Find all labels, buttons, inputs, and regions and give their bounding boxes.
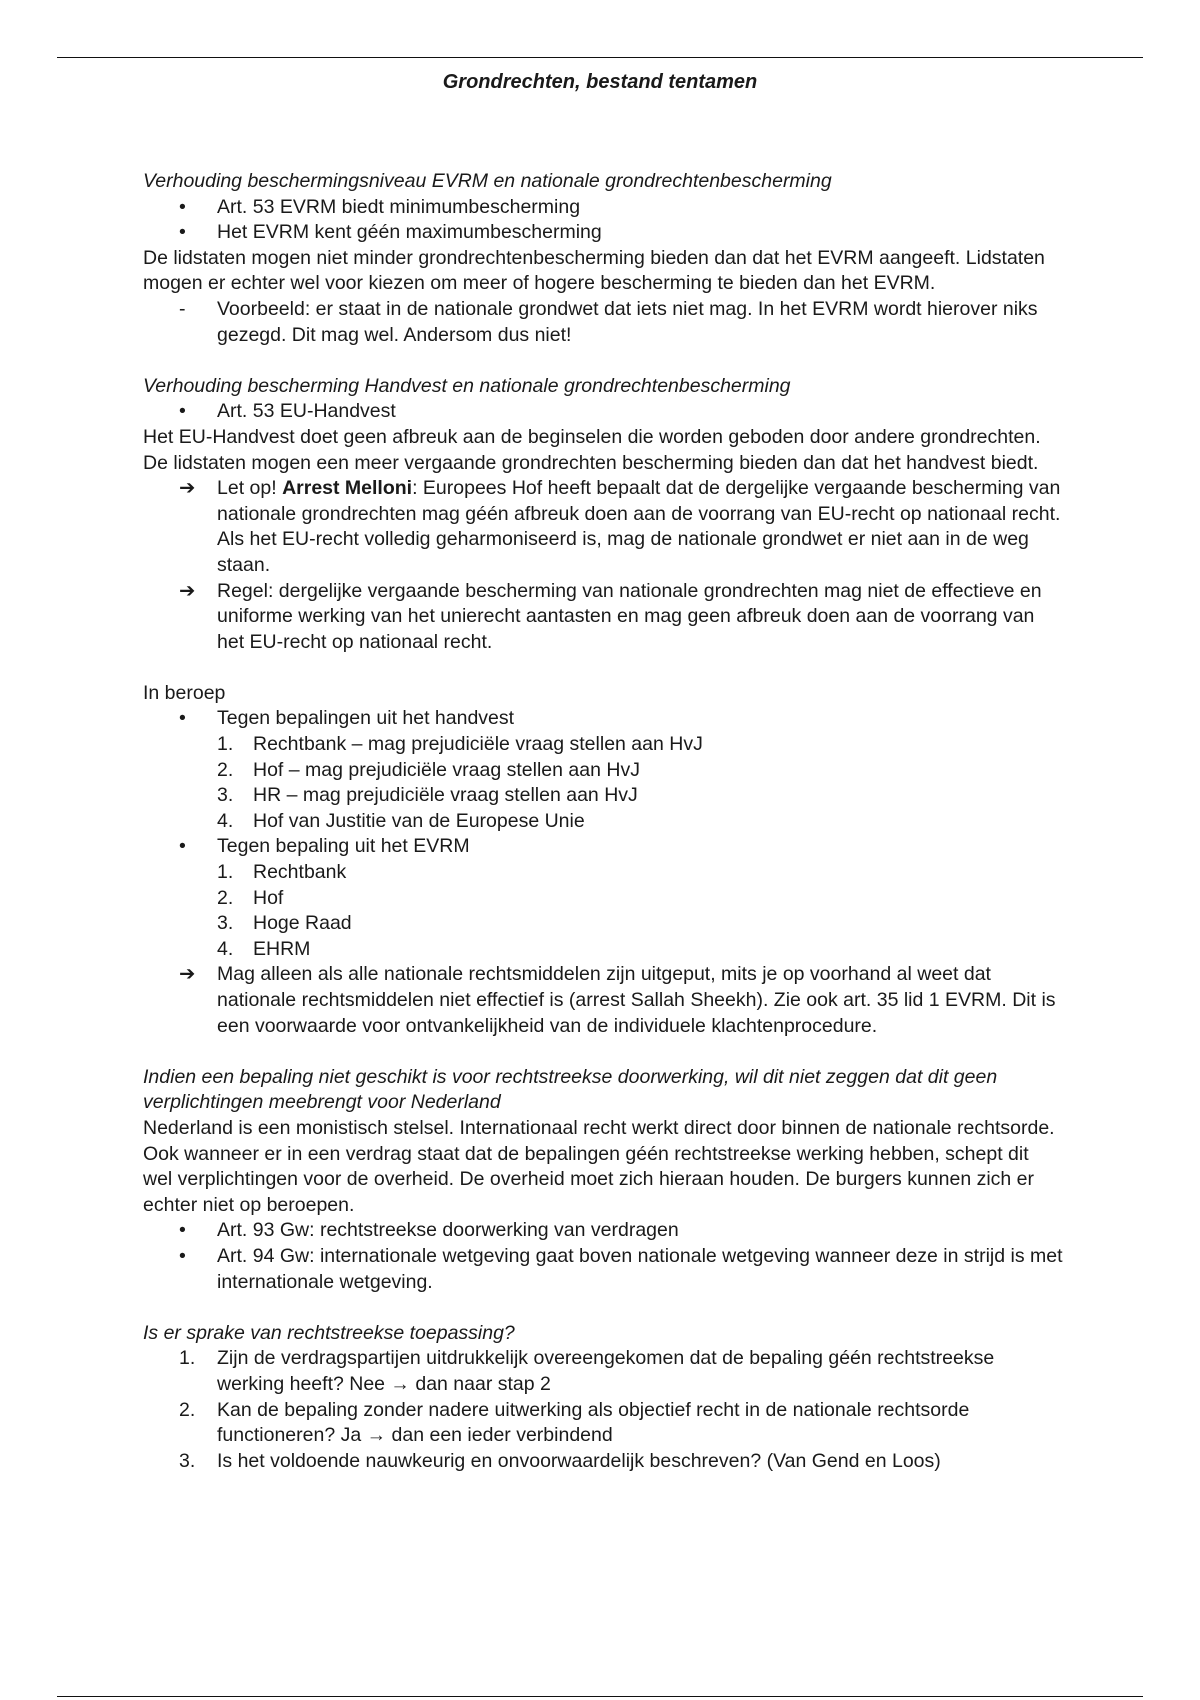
- numbered-item: [143, 1346, 1063, 1397]
- arrow-icon: ➔: [179, 477, 196, 500]
- bullet-marker: •: [179, 221, 186, 244]
- bullet-item: [143, 220, 1063, 246]
- numbered-item: [143, 937, 1063, 963]
- arrow-icon: ➔: [179, 579, 196, 602]
- paragraph: Het EU-Handvest doet geen afbreuk aan de beginselen die worden geboden door andere grondrechten. De lidstaten mogen een meer vergaande grondrechten bescherming bieden dan dat het handvest biedt.: [143, 425, 1041, 474]
- document-body: [143, 169, 1063, 1474]
- number-marker: 3.: [217, 784, 234, 807]
- bullet-marker: •: [179, 400, 186, 423]
- numbered-item: [143, 860, 1063, 886]
- section-heading-evrm: Verhouding beschermingsniveau EVRM en nationale grondrechtenbescherming: [143, 170, 832, 192]
- number-marker: 2.: [179, 1398, 196, 1421]
- dash-item: [143, 297, 1063, 348]
- bullet-item: [143, 834, 1063, 860]
- numbered-text: Kan de bepaling zonder nadere uitwerking als objectief recht in de nationale rechtsorde functioneren? Ja → dan een ieder verbindend: [217, 1398, 970, 1447]
- bullet-marker: •: [179, 707, 186, 730]
- bullet-text: Art. 53 EU-Handvest: [217, 400, 396, 423]
- number-marker: 1.: [217, 861, 234, 884]
- dash-marker: -: [179, 297, 186, 320]
- numbered-item: [143, 783, 1063, 809]
- bullet-text: Art. 53 EVRM biedt minimumbescherming: [217, 195, 581, 218]
- arrest-name: Arrest Melloni: [282, 477, 413, 500]
- numbered-item: [143, 732, 1063, 758]
- number-marker: 3.: [217, 912, 234, 935]
- numbered-text: Hof – mag prejudiciële vraag stellen aan HvJ: [253, 758, 640, 781]
- numbered-text: Rechtbank – mag prejudiciële vraag stellen aan HvJ: [253, 733, 703, 756]
- section-heading-doorwerking: Indien een bepaling niet geschikt is voor rechtstreekse doorwerking, wil dit niet zeggen dat dit geen verplichtingen meebrengt voor Nederland: [143, 1065, 998, 1114]
- arrow-icon: ➔: [179, 963, 196, 986]
- numbered-item: [143, 886, 1063, 912]
- bullet-marker: •: [179, 1244, 186, 1267]
- number-marker: 4.: [217, 937, 234, 960]
- bullet-text: Tegen bepalingen uit het handvest: [217, 707, 515, 730]
- page-title: Grondrechten, bestand tentamen: [442, 71, 758, 93]
- arrow-text: : Europees Hof heeft bepaalt dat de dergelijke vergaande bescherming van nationale grondrechten mag géén afbreuk doen aan de voorrang van EU-recht op nationaal recht. Als het EU-recht volledig geharmoniseerd is, mag de nationale grondwet er niet aan in de weg staan.: [217, 477, 1061, 576]
- bullet-text: Art. 94 Gw: internationale wetgeving gaat boven nationale wetgeving wanneer deze in strijd is met internationale wetgeving.: [217, 1244, 1063, 1293]
- bullet-item: [143, 1244, 1063, 1295]
- arrow-text: Regel: dergelijke vergaande bescherming van nationale grondrechten mag niet de effectieve en uniforme werking van het unierecht aantasten en mag geen afbreuk doen aan de voorrang van het EU-recht op nationaal recht.: [217, 579, 1042, 653]
- bullet-item: [143, 706, 1063, 732]
- bullet-text: Tegen bepaling uit het EVRM: [217, 835, 470, 858]
- arrow-item: [143, 476, 1063, 578]
- number-marker: 2.: [217, 886, 234, 909]
- header-rule: [57, 57, 1143, 58]
- paragraph: Nederland is een monistisch stelsel. Internationaal recht werkt direct door binnen de nationale rechtsorde. Ook wanneer er in een verdrag staat dat de bepalingen géén rechtstreekse werking hebben, schept dit wel verplichtingen voor de overheid. De overheid moet zich hieraan houden. De burgers kunnen zich er echter niet op beroepen.: [143, 1116, 1055, 1216]
- numbered-item: [143, 809, 1063, 835]
- bullet-marker: •: [179, 835, 186, 858]
- bullet-text: Art. 93 Gw: rechtstreekse doorwerking van verdragen: [217, 1219, 679, 1242]
- numbered-text: Hof van Justitie van de Europese Unie: [253, 809, 585, 832]
- number-marker: 1.: [179, 1347, 196, 1370]
- number-marker: 2.: [217, 758, 234, 781]
- number-marker: 4.: [217, 809, 234, 832]
- bullet-text: Het EVRM kent géén maximumbescherming: [217, 221, 602, 244]
- number-marker: 1.: [217, 733, 234, 756]
- numbered-text: Rechtbank: [253, 861, 347, 884]
- numbered-item: [143, 1449, 1063, 1475]
- bullet-item: [143, 1218, 1063, 1244]
- section-heading-beroep: In beroep: [143, 681, 226, 704]
- section-heading-handvest: Verhouding bescherming Handvest en nationale grondrechtenbescherming: [143, 374, 791, 397]
- numbered-item: [143, 1398, 1063, 1449]
- footer-rule: [57, 1696, 1143, 1697]
- bullet-marker: •: [179, 1219, 186, 1242]
- bullet-item: [143, 399, 1063, 425]
- paragraph: De lidstaten mogen niet minder grondrechtenbescherming bieden dan dat het EVRM aangeeft. Lidstaten mogen er echter wel voor kiezen om meer of hogere bescherming te bieden dan het EVRM.: [143, 246, 1045, 295]
- bullet-marker: •: [179, 195, 186, 218]
- arrow-item: [143, 962, 1063, 1039]
- numbered-item: [143, 911, 1063, 937]
- section-heading-toepassing: Is er sprake van rechtstreekse toepassing?: [143, 1321, 515, 1344]
- numbered-text: Zijn de verdragspartijen uitdrukkelijk overeengekomen dat de bepaling géén rechtstreekse werking heeft? Nee → dan naar stap 2: [217, 1347, 995, 1395]
- arrow-text-prefix: Let op!: [217, 477, 283, 500]
- numbered-text: HR – mag prejudiciële vraag stellen aan HvJ: [253, 784, 638, 807]
- numbered-text: Hoge Raad: [253, 912, 352, 935]
- arrow-item: [143, 579, 1063, 656]
- arrow-text: Mag alleen als alle nationale rechtsmiddelen zijn uitgeput, mits je op voorhand al weet dat nationale rechtsmiddelen niet effectief is (arrest Sallah Sheekh). Zie ook art. 35 lid 1 EVRM. Dit is een voorwaarde voor ontvankelijkheid van de individuele klachtenprocedure.: [217, 963, 1056, 1037]
- numbered-text: EHRM: [253, 937, 311, 960]
- dash-text: Voorbeeld: er staat in de nationale grondwet dat iets niet mag. In het EVRM wordt hierover niks gezegd. Dit mag wel. Andersom dus niet!: [217, 297, 1038, 346]
- number-marker: 3.: [179, 1449, 196, 1472]
- numbered-text: Hof: [253, 886, 284, 909]
- numbered-item: [143, 758, 1063, 784]
- numbered-text: Is het voldoende nauwkeurig en onvoorwaardelijk beschreven? (Van Gend en Loos): [217, 1449, 941, 1472]
- bullet-item: [143, 195, 1063, 221]
